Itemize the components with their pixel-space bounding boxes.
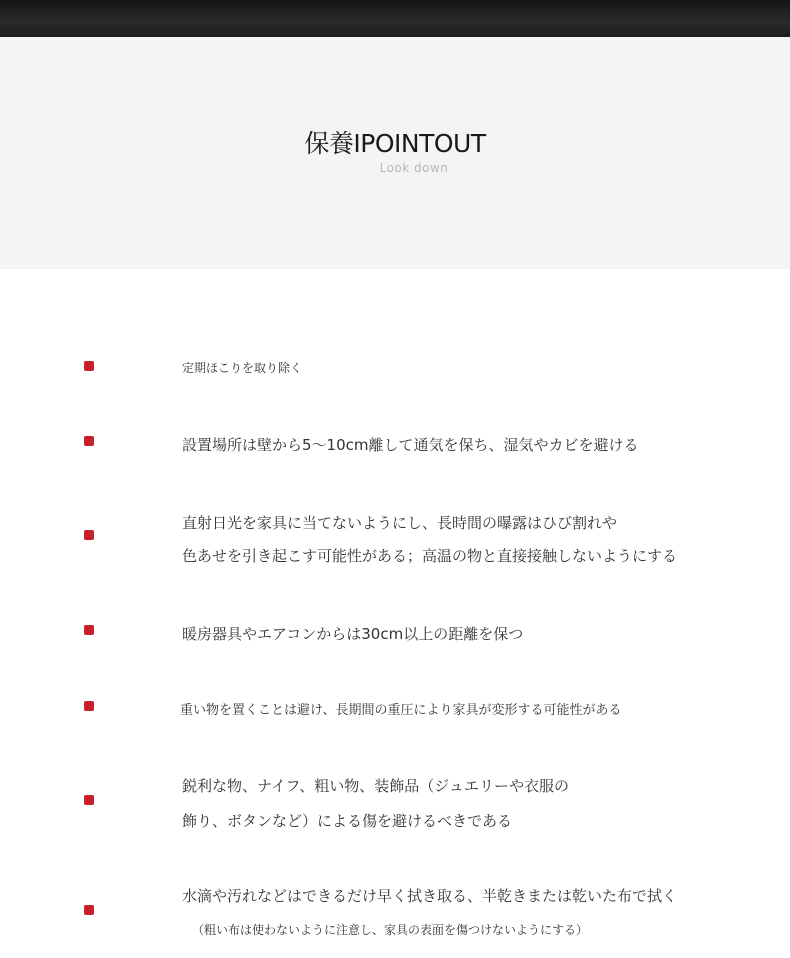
section-header <box>0 37 790 269</box>
bullet-icon <box>84 701 94 711</box>
item-text: 設置場所は壁から5〜10cm離して通気を保ち、湿気やカビを避ける <box>182 436 639 454</box>
item-text: （粗い布は使わないように注意し、家具の表面を傷つけないようにする） <box>192 923 589 937</box>
page-title: 保養IPOINTOUT <box>304 129 486 158</box>
bullet-icon <box>84 905 94 915</box>
bullet-icon <box>84 361 94 371</box>
top-dark-band <box>0 0 790 37</box>
item-text: 定期ほこりを取り除く <box>182 361 303 375</box>
item-text: 重い物を置くことは避け、長期間の重圧により家具が変形する可能性がある <box>180 703 622 718</box>
item-text: 水滴や汚れなどはできるだけ早く拭き取る、半乾きまたは乾いた布で拭く <box>182 887 678 905</box>
bullet-icon <box>84 530 94 540</box>
item-text: 直射日光を家具に当てないようにし、長時間の曝露はひび割れや <box>182 514 618 532</box>
item-text: 色あせを引き起こす可能性がある；高温の物と直接接触しないようにする <box>182 547 678 565</box>
bullet-icon <box>84 795 94 805</box>
item-text: 暖房器具やエアコンからは30cm以上の距離を保つ <box>182 625 524 643</box>
bullet-icon <box>84 436 94 446</box>
page-subtitle: Look down <box>379 161 449 175</box>
item-text: 鋭利な物、ナイフ、粗い物、装飾品（ジュエリーや衣服の <box>182 777 570 795</box>
item-text: 飾り、ボタンなど）による傷を避けるべきである <box>182 812 513 830</box>
bullet-icon <box>84 625 94 635</box>
